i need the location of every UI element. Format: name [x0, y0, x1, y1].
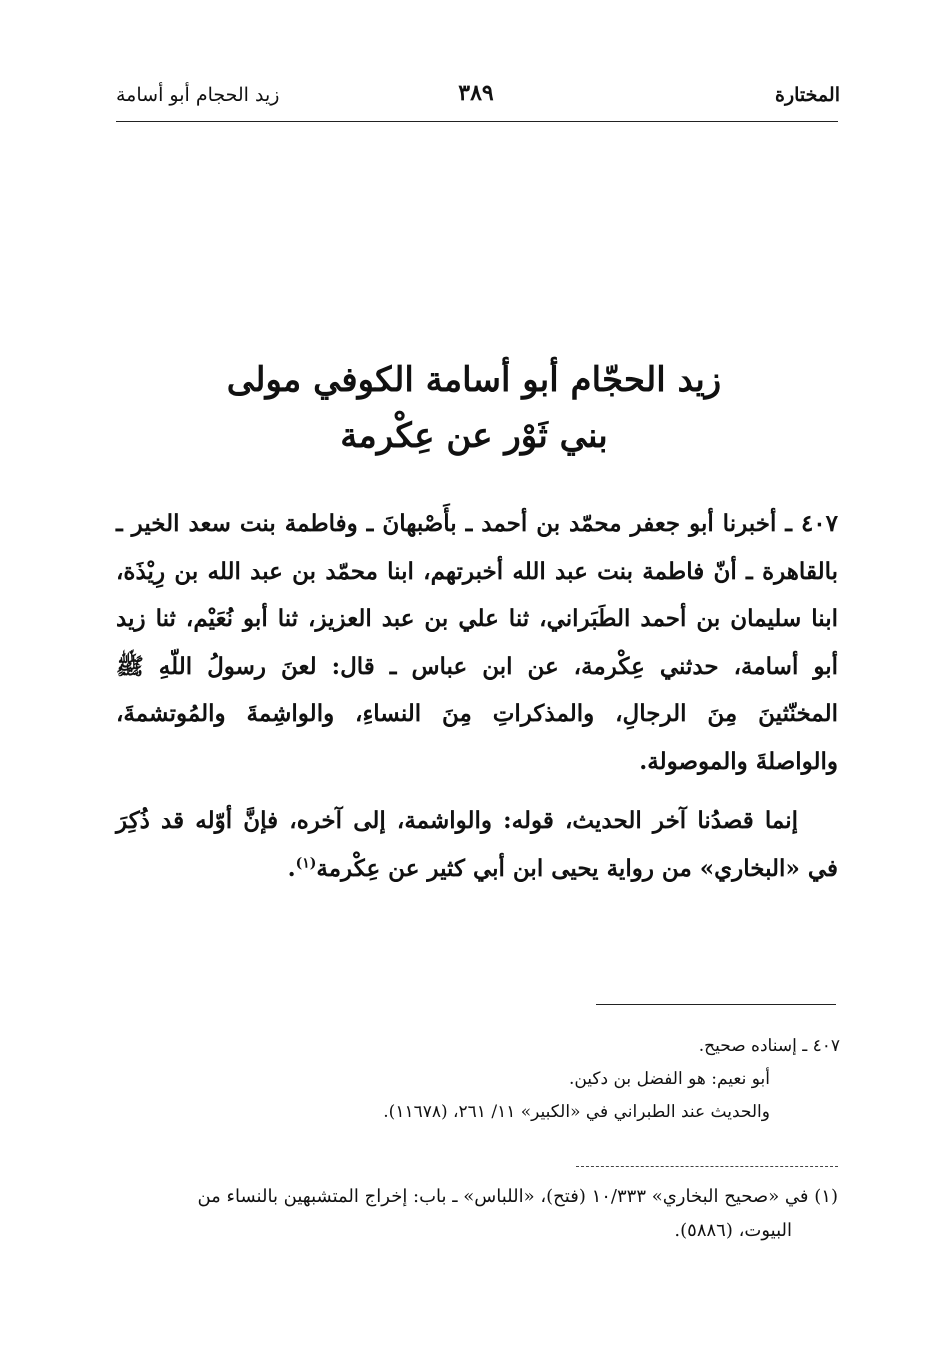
chapter-title: [140, 352, 808, 464]
footnote-line-1: (١) في «صحيح البخاري» ١٠/٣٣٣ (فتح)، «اللباس» ـ باب: إخراج المتشبهين بالنساء من: [197, 1186, 838, 1207]
page-number: ٣٨٩: [458, 80, 494, 106]
footnote: [116, 1180, 838, 1248]
footnote-rule: [576, 1166, 838, 1167]
footnote-line-2: البيوت، (٥٨٨٦).: [674, 1220, 792, 1241]
running-header: [112, 78, 840, 118]
header-rule: [116, 121, 838, 122]
chapter-title-line1: زيد الحجّام أبو أسامة الكوفي مولى: [226, 360, 722, 400]
commentary-text: إنما قصدُنا آخر الحديث، قوله: والواشمة، إلى آخره، فإنَّ أوّله قد ذُكِرَ في «البخاري» من رواية يحيى ابن أبي كثير عن عِكْرمة: [116, 807, 838, 882]
chapter-title-line2: بني ثَوْر عن عِكْرمة: [340, 416, 608, 456]
hadith-text: ـ أخبرنا أبو جعفر محمّد بن أحمد ـ بأَصْبهانَ ـ وفاطمة بنت سعد الخير ـ بالقاهرة ـ أنّ فاطمة بنت عبد الله أخبرتهم، ابنا محمّد بن عبد الله بن رِيْذَة، ابنا سليمان بن أحمد الطَبَراني، ثنا علي بن عبد العزيز، ثنا أبو نُعَيْم، ثنا زيد أبو أسامة، حدثني عِكْرمة، عن ابن عباس ـ قال: لعنَ رسولُ اللّهِ ﷺ المخنّثينَ مِنَ الرجالِ، والمذكراتِ مِنَ النساءِ، والواشِمةَ والمُوتشمةَ، والواصلةَ والموصولة.: [116, 510, 838, 775]
commentary-paragraph: [116, 797, 838, 892]
book-title: المختارة: [775, 84, 840, 106]
note-line-3: والحديث عند الطبراني في «الكبير» ١١/ ٢٦١، (١١٦٧٨).: [383, 1102, 770, 1122]
main-text: [116, 500, 838, 904]
hadith-number: ٤٠٧: [800, 510, 838, 537]
note-line-2: أبو نعيم: هو الفضل بن دكين.: [568, 1069, 770, 1089]
commentary-end: .: [287, 854, 296, 882]
section-title: زيد الحجام أبو أسامة: [116, 84, 280, 106]
hadith-paragraph: [116, 500, 838, 785]
hadith-notes: [200, 1030, 840, 1129]
footnote-marker: (١): [295, 854, 317, 871]
note-line-1: ٤٠٧ ـ إسناده صحيح.: [698, 1036, 840, 1056]
notes-rule: [596, 1004, 836, 1005]
